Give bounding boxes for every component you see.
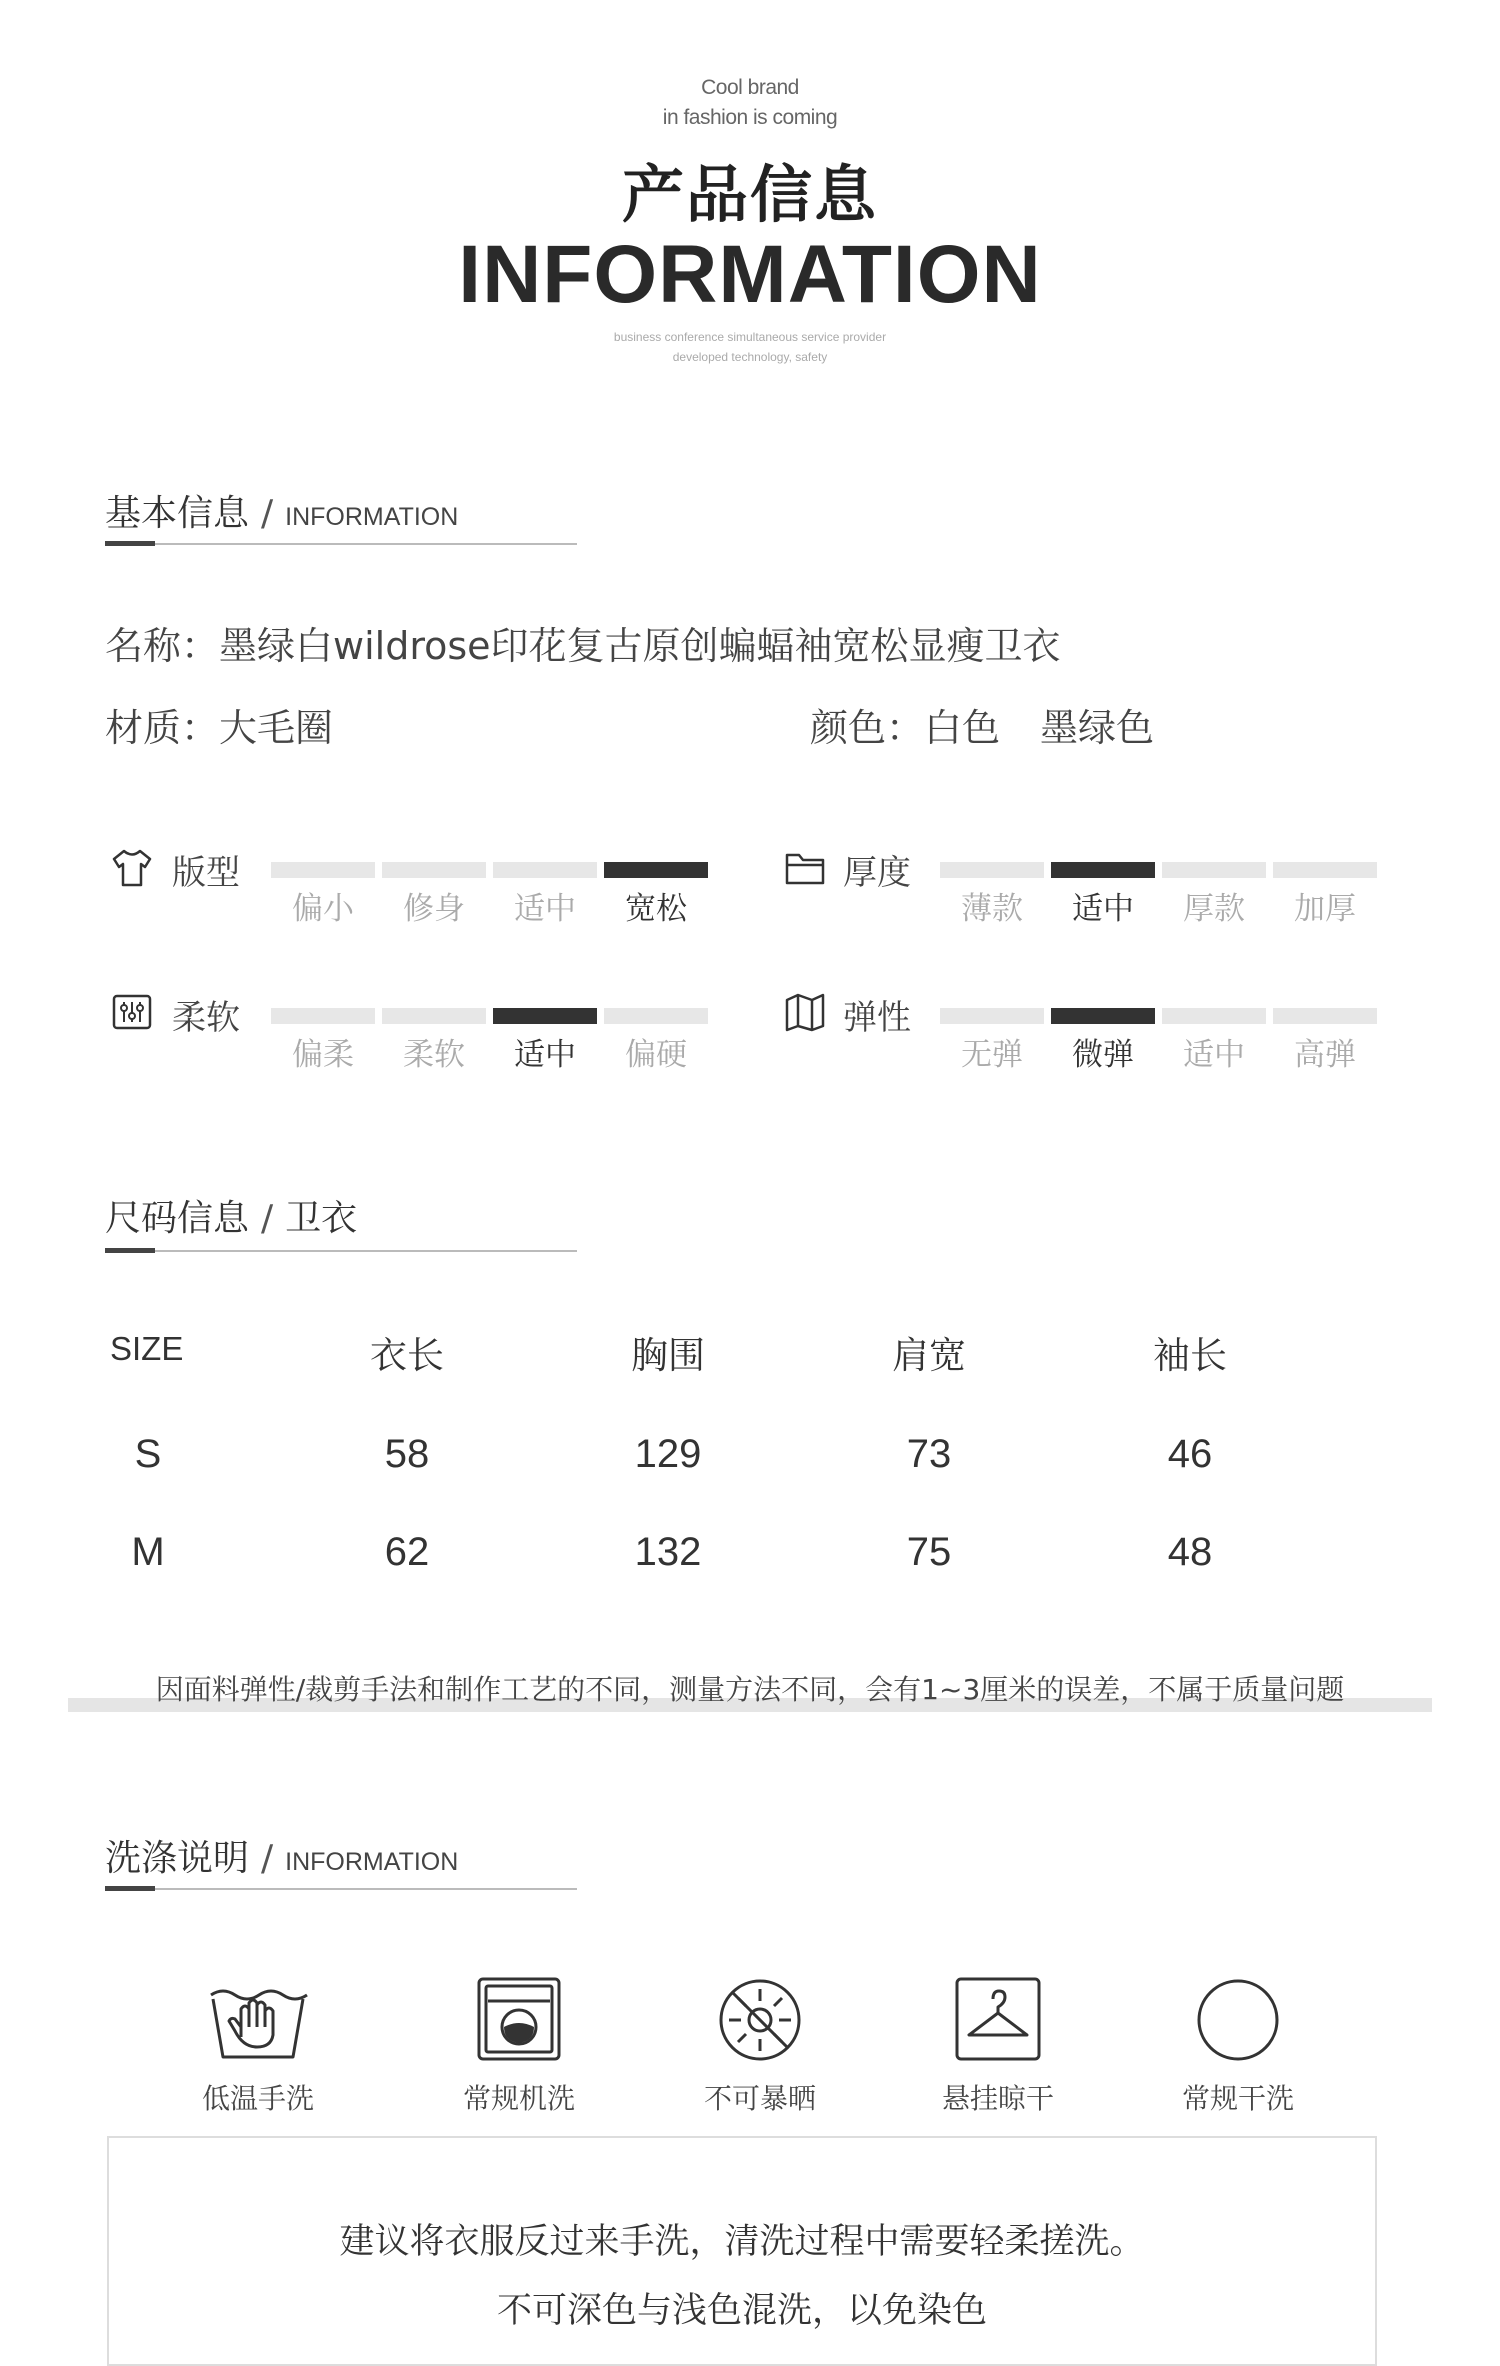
size-cell: 129: [634, 1432, 702, 1476]
size-cell: 46: [1167, 1432, 1213, 1476]
page-title-cn: 产品信息: [621, 158, 878, 231]
scale-bar-segment: [271, 862, 375, 878]
section-divider: [105, 1250, 577, 1252]
size-cell: M: [131, 1530, 165, 1574]
hanger-icon: [953, 1975, 1043, 2065]
scale-option: 高弹: [1294, 1037, 1356, 1073]
scale-option: 加厚: [1294, 891, 1356, 927]
scale-bar-segment: [1162, 862, 1266, 878]
size-col-header: SIZE: [110, 1330, 184, 1367]
scale-bar-segment-selected: [1051, 1008, 1155, 1024]
scale-option-selected: 适中: [514, 1037, 576, 1073]
scale-option: 柔软: [403, 1037, 465, 1073]
heading-separator: /: [261, 1198, 274, 1239]
scale-label-elasticity: 弹性: [843, 998, 911, 1038]
color-value-green: 墨绿色: [1040, 706, 1155, 750]
size-cell: 48: [1167, 1530, 1213, 1574]
page-title-en: INFORMATION: [458, 229, 1042, 320]
scale-bar-segment: [604, 1008, 708, 1024]
wash-item-hang-dry: [903, 1975, 1093, 2117]
wash-label: 不可暴晒: [703, 2082, 816, 2115]
map-fold-icon: [783, 990, 827, 1038]
wash-label: 悬挂晾干: [941, 2082, 1054, 2115]
wash-item-no-sun: [665, 1975, 855, 2117]
scale-option: 厚款: [1183, 891, 1245, 927]
scale-bar-segment-selected: [604, 862, 708, 878]
material-value: 大毛圈: [219, 706, 334, 750]
scale-option: 修身: [403, 891, 465, 927]
section-divider: [105, 543, 577, 545]
wash-item-hand-wash: [163, 1975, 353, 2117]
wash-tip-box: [107, 2136, 1377, 2366]
wash-heading-cn: 洗涤说明: [105, 1838, 250, 1879]
size-cell: 132: [634, 1530, 702, 1574]
section-accent: [105, 1886, 155, 1891]
dry-clean-icon: [1193, 1975, 1283, 2065]
wash-label: 常规机洗: [462, 2082, 575, 2115]
scale-option: 适中: [1183, 1037, 1245, 1073]
material-label: 材质：: [105, 706, 220, 750]
scale-option: 偏柔: [292, 1037, 354, 1073]
scale-label-thickness: 厚度: [843, 853, 911, 893]
color-value-white: 白色: [924, 706, 1001, 750]
washing-machine-icon: [474, 1975, 564, 2065]
color: [810, 697, 1154, 752]
scale-option: 薄款: [961, 891, 1023, 927]
size-col-header: 衣长: [370, 1334, 444, 1377]
scale-bar-segment: [271, 1008, 375, 1024]
tagline-2: developed technology, safety: [672, 350, 828, 364]
product-name-label: 名称：: [105, 624, 220, 668]
material: [105, 697, 333, 752]
scale-option: 偏硬: [625, 1037, 687, 1073]
size-cell: S: [134, 1432, 162, 1476]
basic-info-heading: [105, 485, 458, 535]
section-divider: [105, 1888, 577, 1890]
scale-option: 偏小: [292, 891, 354, 927]
scale-option-selected: 微弹: [1072, 1037, 1134, 1073]
product-name-value: 墨绿白wildrose印花复古原创蝙蝠袖宽松显瘦卫衣: [219, 624, 1061, 668]
brand-line-2: in fashion is coming: [662, 106, 838, 129]
size-cell: 62: [384, 1530, 430, 1574]
wash-tip-2: 不可深色与浅色混洗，以免染色: [496, 2291, 987, 2331]
folder-icon: [783, 845, 827, 893]
scale-bar-segment: [1273, 1008, 1377, 1024]
size-col-header: 胸围: [631, 1334, 705, 1377]
size-info-heading-cn: 尺码信息: [105, 1198, 250, 1239]
size-col-header: 肩宽: [892, 1334, 966, 1377]
heading-separator: /: [261, 493, 274, 534]
wash-label: 常规干洗: [1181, 2082, 1294, 2115]
scale-bar-segment-selected: [493, 1008, 597, 1024]
wash-item-dry-clean: [1143, 1975, 1333, 2117]
size-cell: 58: [384, 1432, 430, 1476]
scale-bar-segment: [940, 862, 1044, 878]
softness-icon: [110, 990, 154, 1038]
basic-info-heading-cn: 基本信息: [105, 493, 250, 534]
wash-heading: [105, 1830, 458, 1880]
size-cell: 73: [906, 1432, 952, 1476]
wash-label: 低温手洗: [201, 2082, 314, 2115]
scale-label-fit: 版型: [172, 853, 240, 893]
scale-bar-segment: [1162, 1008, 1266, 1024]
scale-option-selected: 宽松: [625, 891, 687, 927]
size-col-header: 袖长: [1153, 1334, 1227, 1377]
wash-tip-1: 建议将衣服反过来手洗，清洗过程中需要轻柔搓洗。: [339, 2222, 1145, 2262]
scale-option: 无弹: [961, 1037, 1023, 1073]
scale-bar-segment-selected: [1051, 862, 1155, 878]
scale-bar-segment: [493, 862, 597, 878]
scale-option-selected: 适中: [1072, 891, 1134, 927]
brand-line-1: Cool brand: [701, 76, 799, 99]
color-label: 颜色：: [810, 706, 925, 750]
tagline-1: business conference simultaneous service provider: [613, 330, 887, 344]
basic-info-heading-en: INFORMATION: [285, 503, 459, 531]
scale-bar-segment: [940, 1008, 1044, 1024]
wash-item-machine-wash: [424, 1975, 614, 2117]
tshirt-icon: [110, 845, 154, 893]
size-info-heading-sub: 卫衣: [285, 1198, 358, 1239]
heading-separator: /: [261, 1838, 274, 1879]
product-name: [105, 615, 1061, 670]
scale-bar-segment: [382, 862, 486, 878]
scale-label-softness: 柔软: [172, 998, 240, 1038]
section-accent: [105, 1248, 155, 1253]
scale-bar-segment: [382, 1008, 486, 1024]
section-accent: [105, 541, 155, 546]
size-cell: 75: [906, 1530, 952, 1574]
scale-bar-segment: [1273, 862, 1377, 878]
hand-wash-icon: [203, 1975, 313, 2065]
measurement-note: 因面料弹性/裁剪手法和制作工艺的不同，测量方法不同，会有1~3厘米的误差，不属于质量问题: [155, 1673, 1345, 1706]
size-info-heading: [105, 1190, 357, 1240]
scale-option: 适中: [514, 891, 576, 927]
wash-heading-en: INFORMATION: [285, 1848, 459, 1876]
no-sun-icon: [715, 1975, 805, 2065]
